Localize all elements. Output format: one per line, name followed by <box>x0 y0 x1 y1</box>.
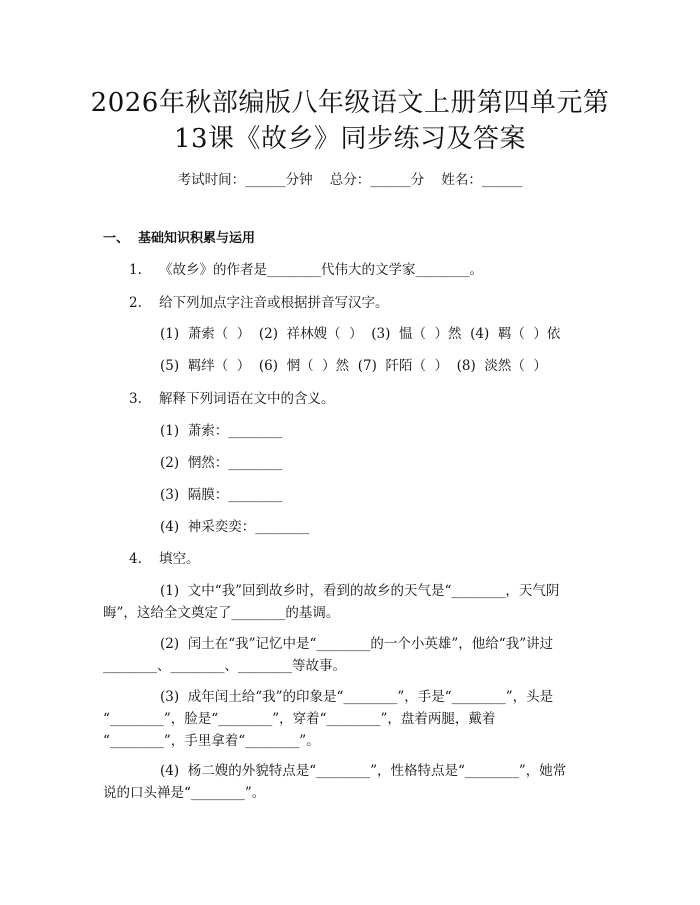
question-3-item-3: (3) 隔膜：________ <box>160 487 283 503</box>
question-4-part-2-line-2: ________、________、________等故事。 <box>103 658 346 674</box>
exam-info-line: 考试时间：______分钟 总分：______分 姓名：______ <box>177 172 523 188</box>
section-heading: 一、 基础知识积累与运用 <box>103 231 256 246</box>
question-4: 4. 填空。 <box>129 551 200 567</box>
question-3-item-2: (2) 惘然：________ <box>160 455 283 471</box>
document-title-line-2: 13课《故乡》同步练习及答案 <box>173 124 527 154</box>
question-4-part-3-line-1: (3) 成年闰土给“我”的印象是“________”，手是“________”，头是 <box>160 689 554 705</box>
question-2: 2. 给下列加点字注音或根据拼音写汉字。 <box>129 295 389 311</box>
document-title-line-1: 2026年秋部编版八年级语文上册第四单元第 <box>90 88 610 118</box>
question-4-part-1-line-1: (1) 文中“我”回到故乡时，看到的故乡的天气是“________，天气阴 <box>160 583 560 599</box>
question-3: 3. 解释下列词语在文中的含义。 <box>129 391 335 407</box>
question-4-part-1-line-2: 晦”，这给全文奠定了________的基调。 <box>103 605 340 621</box>
question-4-part-2-line-1: (2) 闰土在“我”记忆中是“________的一个小英雄”，他给“我”讲过 <box>160 636 554 652</box>
question-4-part-3-line-3: “________”，手里拿着“________”。 <box>103 733 320 749</box>
question-4-part-3-line-2: “________”，脸是“________”，穿着“________”，盘着两腿，戴着 <box>103 711 496 727</box>
question-4-part-4-line-1: (4) 杨二嫂的外貌特点是“________”，性格特点是“________”，她常 <box>160 763 567 779</box>
question-1: 1. 《故乡》的作者是________代伟大的文学家________。 <box>129 262 484 278</box>
question-2-row-2: (5) 羁绊（ ） (6) 惘（ ）然 (7) 阡陌（ ） (8) 淡然（ ） <box>160 358 547 374</box>
question-3-item-1: (1) 萧索：________ <box>160 423 283 439</box>
question-3-item-4: (4) 神采奕奕：________ <box>160 519 310 535</box>
question-2-row-1: (1) 萧索（ ） (2) 祥林嫂（ ） (3) 愠（ ）然 (4) 羁（ ）依 <box>160 326 561 342</box>
question-4-part-4-line-2: 说的口头禅是“________”。 <box>103 785 266 801</box>
